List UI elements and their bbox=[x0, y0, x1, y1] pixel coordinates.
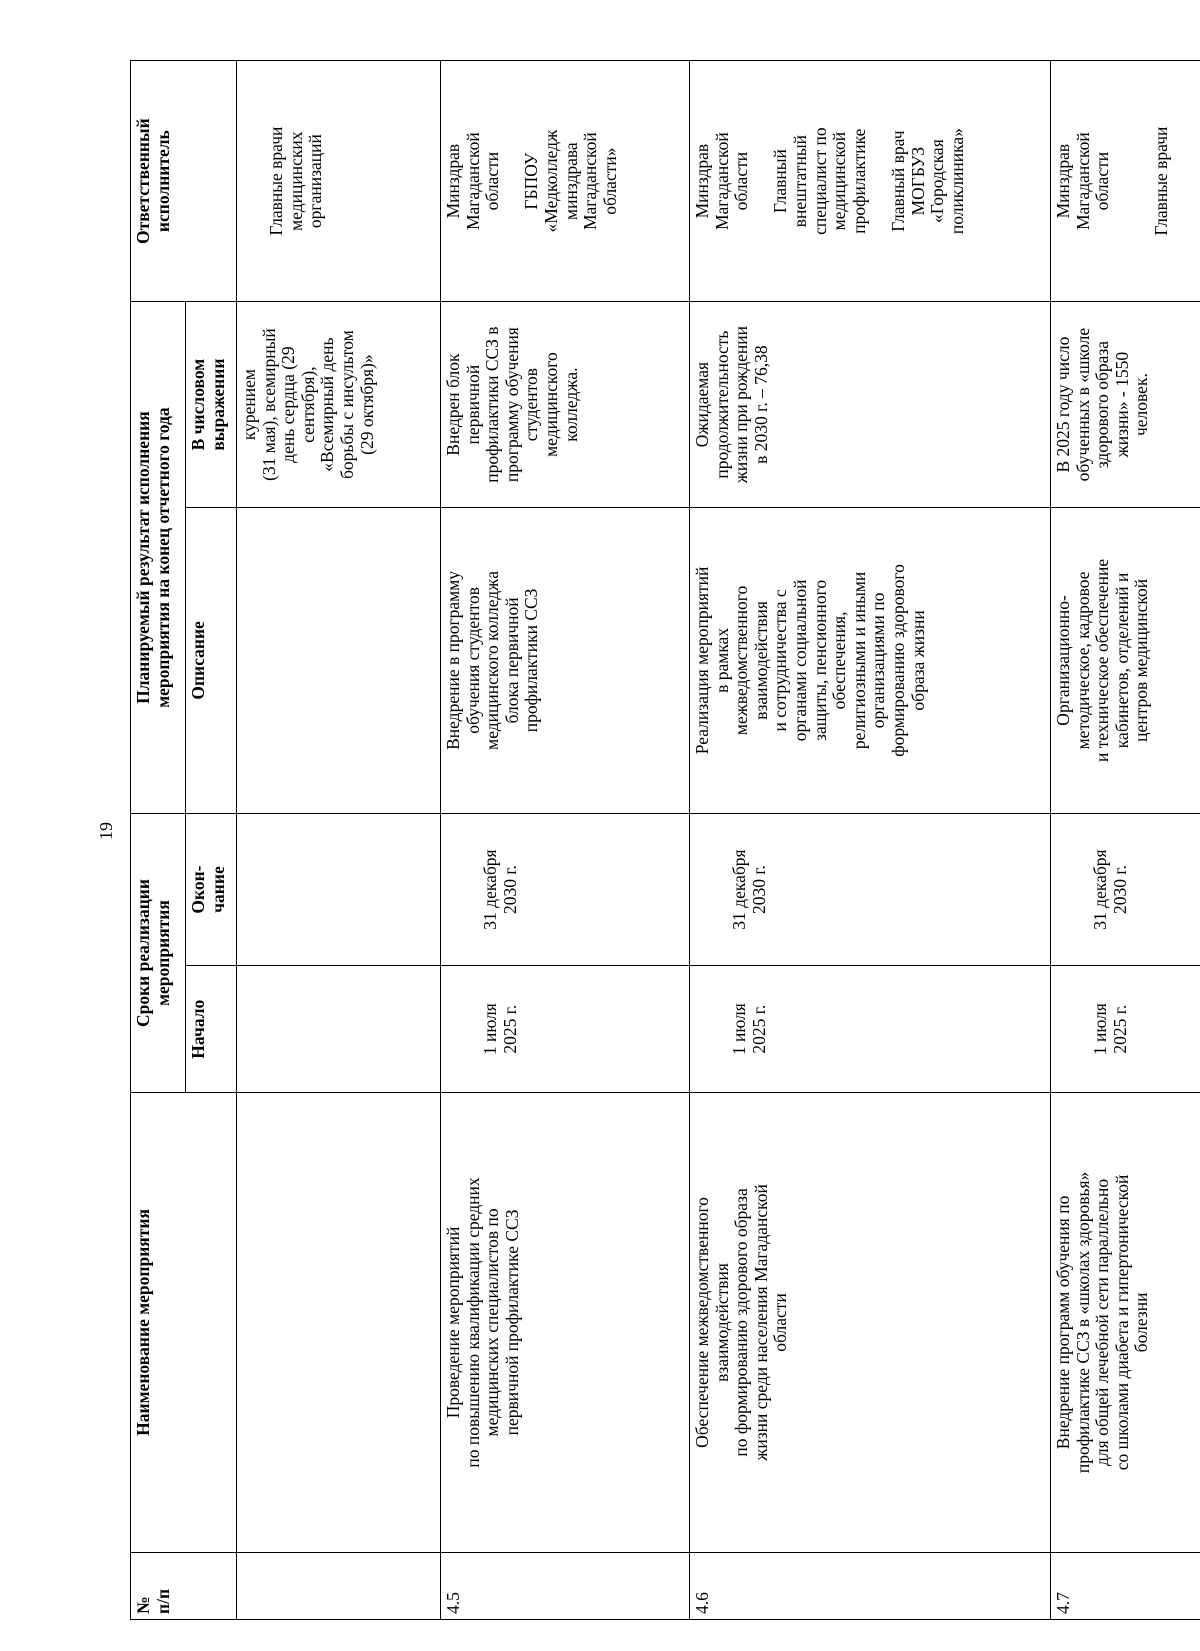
header-planned-result: Планируемый результат исполнения мероприятия на конец отчетного года bbox=[131, 302, 186, 814]
row-number bbox=[237, 1552, 441, 1619]
start-date: 1 июля 2025 г. bbox=[1051, 966, 1200, 1093]
table-row bbox=[237, 61, 441, 1620]
header-end: Окон- чание bbox=[186, 813, 237, 965]
table-row bbox=[1051, 61, 1200, 1620]
start-date: 1 июля 2025 г. bbox=[441, 966, 690, 1093]
header-numeric: В числовом выражении bbox=[186, 302, 237, 508]
events-table bbox=[130, 60, 1200, 1620]
table-row bbox=[690, 61, 1051, 1620]
table-row bbox=[441, 61, 690, 1620]
end-date bbox=[237, 813, 441, 965]
start-date bbox=[237, 966, 441, 1093]
header-start: Начало bbox=[186, 966, 237, 1093]
header-terms: Сроки реализации мероприятия bbox=[131, 813, 186, 1092]
event-name: Внедрение программ обучения по профилактике ССЗ в «школах здоровья» для общей лечебной сети параллельно со школами диабета и гипертонической болезни bbox=[1051, 1093, 1200, 1553]
rotated-table-container bbox=[130, 60, 1182, 1620]
event-name bbox=[237, 1093, 441, 1553]
header-responsible: Ответственный исполнитель bbox=[131, 61, 237, 302]
end-date: 31 декабря 2030 г. bbox=[690, 813, 1051, 965]
responsible: Минздрав Магаданской области Главные врачи bbox=[1051, 61, 1200, 302]
result-description: Организационно- методическое, кадровое и техническое обеспечение кабинетов, отделений и центров медицинской bbox=[1051, 507, 1200, 813]
row-number: 4.5 bbox=[441, 1552, 690, 1619]
event-name: Обеспечение межведомственного взаимодействия по формированию здорового образа жизни среди населения Магаданской области bbox=[690, 1093, 1051, 1553]
row-number: 4.6 bbox=[690, 1552, 1051, 1619]
responsible: Минздрав Магаданской области ГБПОУ «Медколледж минздрава Магаданской области» bbox=[441, 61, 690, 302]
event-name: Проведение мероприятий по повышению квалификации средних медицинских специалистов по первичной профилактике ССЗ bbox=[441, 1093, 690, 1553]
end-date: 31 декабря 2030 г. bbox=[441, 813, 690, 965]
responsible: Минздрав Магаданской области Главный внештатный специалист по медицинской профилактике Главный врач МОГБУЗ «Городская поликлиника» bbox=[690, 61, 1051, 302]
result-description bbox=[237, 507, 441, 813]
row-number: 4.7 bbox=[1051, 1552, 1200, 1619]
page-number: 19 bbox=[96, 822, 116, 840]
result-numeric: Внедрен блок первичной профилактики ССЗ в программу обучения студентов медицинского колледжа. bbox=[441, 302, 690, 508]
result-description: Реализация мероприятий в рамках межведомственного взаимодействия и сотрудничества с органами социальной защиты, пенсионного обеспечения, религиозными и иными организациями по формированию здорового образа жизни bbox=[690, 507, 1051, 813]
header-row-top bbox=[131, 61, 186, 1620]
end-date: 31 декабря 2030 г. bbox=[1051, 813, 1200, 965]
start-date: 1 июля 2025 г. bbox=[690, 966, 1051, 1093]
result-numeric: курением (31 мая), всемирный день сердца (29 сентября), «Всемирный день борьбы с инсультом (29 октября)» bbox=[237, 302, 441, 508]
header-event-name: Наименование мероприятия bbox=[131, 1093, 237, 1553]
responsible: Главные врачи медицинских организаций bbox=[237, 61, 441, 302]
result-description: Внедрение в программу обучения студентов медицинского колледжа блока первичной профилактики ССЗ bbox=[441, 507, 690, 813]
header-number: № п/п bbox=[131, 1552, 237, 1619]
result-numeric: В 2025 году число обученных в «школе здорового образа жизни» - 1550 человек. bbox=[1051, 302, 1200, 508]
header-description: Описание bbox=[186, 507, 237, 813]
result-numeric: Ожидаемая продолжительность жизни при рождении в 2030 г. – 76,38 bbox=[690, 302, 1051, 508]
